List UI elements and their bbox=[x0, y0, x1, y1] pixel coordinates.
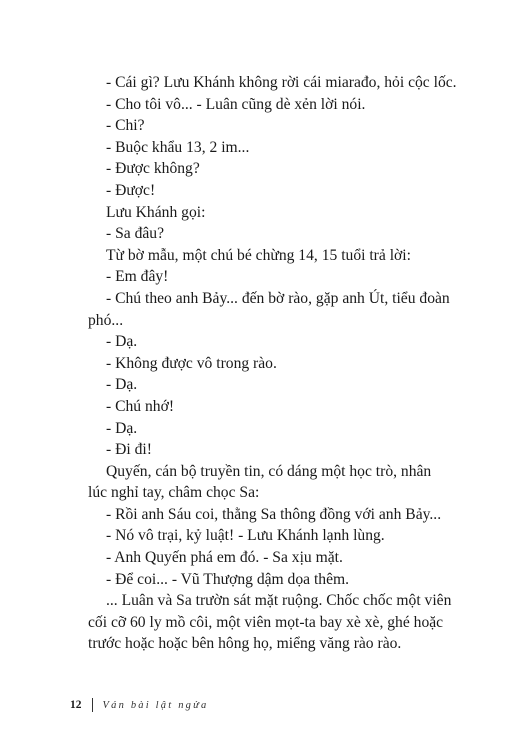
text-line: Từ bờ mẫu, một chú bé chừng 14, 15 tuổi trả lời: bbox=[106, 246, 411, 264]
text-line: - Em đây! bbox=[106, 268, 169, 286]
text-line: - Chú theo anh Bảy... đến bờ rào, gặp anh Út, tiểu đoàn bbox=[106, 289, 450, 307]
text-line: - Dạ. bbox=[106, 333, 138, 351]
footer-divider bbox=[92, 698, 93, 712]
text-line: - Đi đi! bbox=[106, 441, 152, 459]
text-line: Quyến, cán bộ truyền tin, có dáng một học trò, nhân bbox=[106, 462, 432, 480]
text-line: - Cái gì? Lưu Khánh không rời cái miarađo, hỏi cộc lốc. bbox=[106, 74, 457, 91]
text-line: - Cho tôi vô... - Luân cũng dè xẻn lời nói. bbox=[106, 95, 366, 113]
text-line: - Sa đâu? bbox=[106, 225, 165, 243]
text-line: - Được không? bbox=[106, 160, 200, 178]
text-line: - Chú nhớ! bbox=[106, 397, 175, 415]
text-line: - Để coi... - Vũ Thượng dậm dọa thêm. bbox=[106, 570, 350, 588]
text-line: phó... bbox=[88, 311, 124, 329]
text-line: - Anh Quyến phá em đó. - Sa xịu mặt. bbox=[106, 549, 343, 567]
page-number: 12 bbox=[70, 699, 82, 711]
body-text bbox=[88, 72, 460, 655]
page-footer bbox=[70, 695, 208, 715]
text-line: - Dạ. bbox=[106, 419, 138, 437]
text-line: - Rồi anh Sáu coi, thằng Sa thông đồng với anh Bảy... bbox=[106, 505, 442, 523]
text-line: - Nó vô trại, kỷ luật! - Lưu Khánh lạnh lùng. bbox=[106, 527, 385, 545]
text-line: lúc nghỉ tay, châm chọc Sa: bbox=[88, 484, 260, 502]
text-line: - Không được vô trong rào. bbox=[106, 354, 277, 372]
text-line: - Được! bbox=[106, 181, 156, 199]
text-line: - Chi? bbox=[106, 117, 145, 135]
text-line: - Dạ. bbox=[106, 376, 138, 394]
text-line: Lưu Khánh gọi: bbox=[106, 203, 206, 221]
text-line: cối cỡ 60 ly mồ côi, một viên mọt-ta bay xè xè, ghé hoặc bbox=[88, 613, 444, 631]
text-line: ... Luân và Sa trườn sát mặt ruộng. Chốc chốc một viên bbox=[106, 592, 452, 610]
running-title: Ván bài lật ngửa bbox=[102, 699, 209, 711]
text-line: - Buộc khẩu 13, 2 im... bbox=[106, 138, 250, 156]
text-line: trước hoặc hoặc bên hông họ, miểng văng rào rào. bbox=[88, 635, 402, 653]
